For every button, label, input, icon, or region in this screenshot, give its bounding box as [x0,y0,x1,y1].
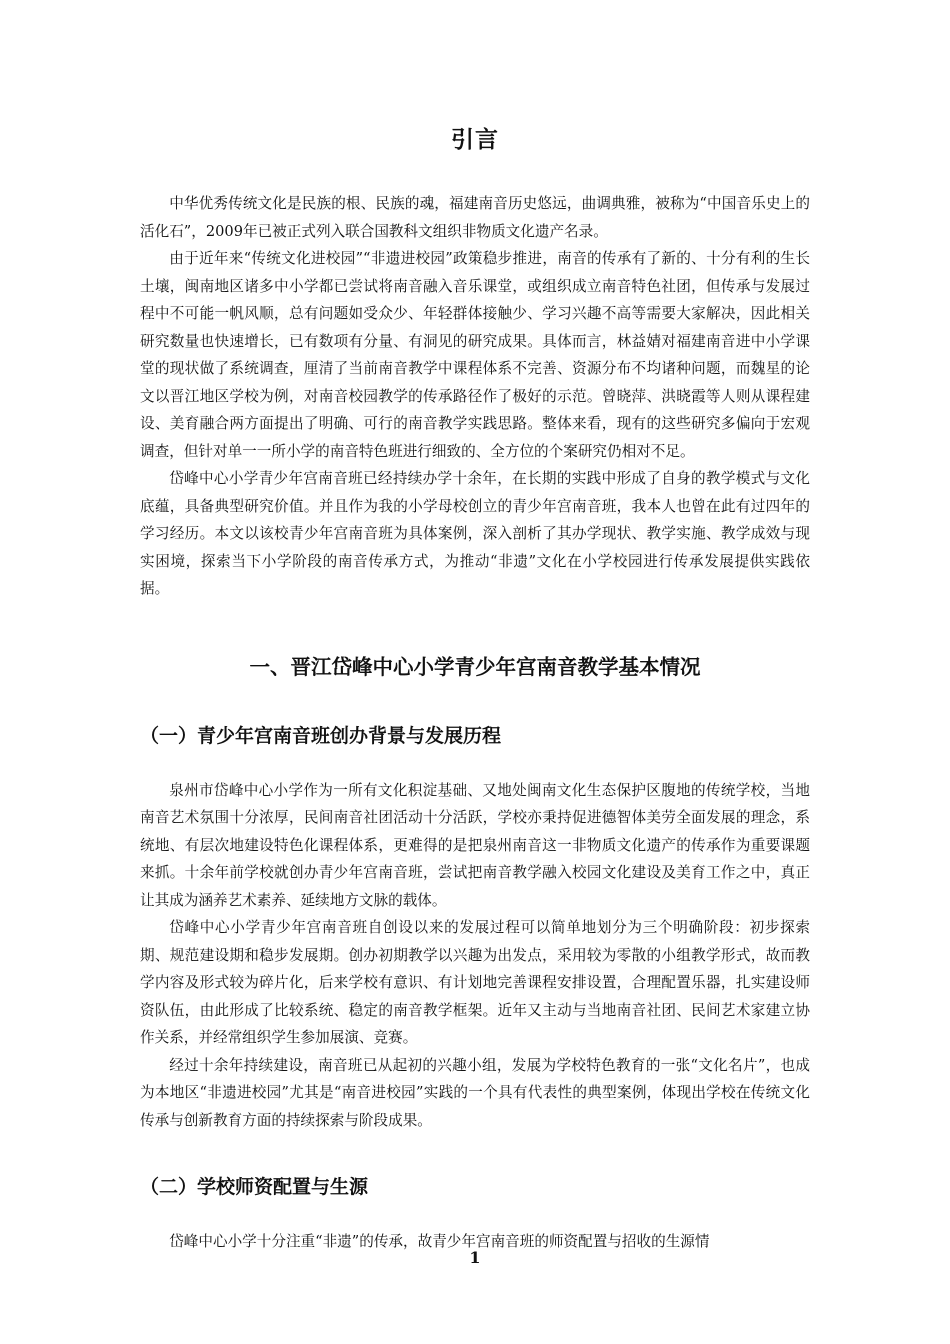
subsection-1-paragraph-2: 岱峰中心小学青少年宫南音班自创设以来的发展过程可以简单地划分为三个明确阶段：初步探索期、规范建设期和稳步发展期。创办初期教学以兴趣为出发点，采用较为零散的小组教学形式，故而教学内容及形式较为碎片化，后来学校有意识、有计划地完善课程安排设置，合理配置乐器，扎实建设师资队伍，由此形成了比较系统、稳定的南音教学框架。近年又主动与当地南音社团、民间艺术家建立协作关系，并经常组织学生参加展演、竞赛。 [140,919,810,1046]
intro-paragraph-3: 岱峰中心小学青少年宫南音班已经持续办学十余年，在长期的实践中形成了自身的教学模式与文化底蕴，具备典型研究价值。并且作为我的小学母校创立的青少年宫南音班，我本人也曾在此有过四年的学习经历。本文以该校青少年宫南音班为具体案例，深入剖析了其办学现状、教学实施、教学成效与现实困境，探索当下小学阶段的南音传承方式，为推动“非遗”文化在小学校园进行传承发展提供实践依据。 [140,470,810,597]
intro-paragraph-2: 由于近年来“传统文化进校园”“非遗进校园”政策稳步推进，南音的传承有了新的、十分有利的生长土壤，闽南地区诸多中小学都已尝试将南音融入音乐课堂，或组织成立南音特色社团，但传承与发展过程中不可能一帆风顺，总有问题如受众少、年轻群体接触少、学习兴趣不高等需要大家解决，因此相关研究数量也快速增长，已有数项有分量、有洞见的研究成果。具体而言，林益婧对福建南音进中小学课堂的现状做了系统调查，厘清了当前南音教学中课程体系不完善、资源分布不均诸种问题，而魏星的论文以晋江地区学校为例，对南音校园教学的传承路径作了极好的示范。曾晓萍、洪晓霞等人则从课程建设、美育融合两方面提出了明确、可行的南音教学实践思路。整体来看，现有的这些研究多偏向于宏观调查，但针对单一一所小学的南音特色班进行细致的、全方位的个案研究仍相对不足。 [140,250,810,460]
subsection-2-paragraph-1: 岱峰中心小学十分注重“非遗”的传承，故青少年宫南音班的师资配置与招收的生源情 [169,1233,710,1250]
page-content [140,120,810,1256]
subsection-heading-2: （二）学校师资配置与生源 [140,1176,369,1198]
section-heading-1: 一、晋江岱峰中心小学青少年宫南音教学基本情况 [249,654,701,679]
subsection-1-paragraph-1: 泉州市岱峰中心小学作为一所有文化积淀基础、又地处闽南文化生态保护区腹地的传统学校，当地南音艺术氛围十分浓厚，民间南音社团活动十分活跃，学校亦秉持促进德智体美劳全面发展的理念，系统地、有层次地建设特色化课程体系，更难得的是把泉州南音这一非物质文化遗产的传承作为重要课题来抓。十余年前学校就创办青少年宫南音班，尝试把南音教学融入校园文化建设及美育工作之中，真正让其成为涵养艺术素养、延续地方文脉的载体。 [140,781,810,909]
subsection-heading-1: （一）青少年宫南音班创办背景与发展历程 [140,724,502,747]
page-number: 1 [469,1248,481,1267]
intro-paragraph-1: 中华优秀传统文化是民族的根、民族的魂，福建南音历史悠远，曲调典雅，被称为“中国音乐史上的活化石”，2009年已被正式列入联合国教科文组织非物质文化遗产名录。 [140,195,810,240]
subsection-1-paragraph-3: 经过十余年持续建设，南音班已从起初的兴趣小组，发展为学校特色教育的一张“文化名片”，也成为本地区“非遗进校园”尤其是“南音进校园”实践的一个具有代表性的典型案例，体现出学校在传统文化传承与创新教育方面的持续探索与阶段成果。 [140,1056,810,1129]
page-title: 引言 [451,127,499,153]
